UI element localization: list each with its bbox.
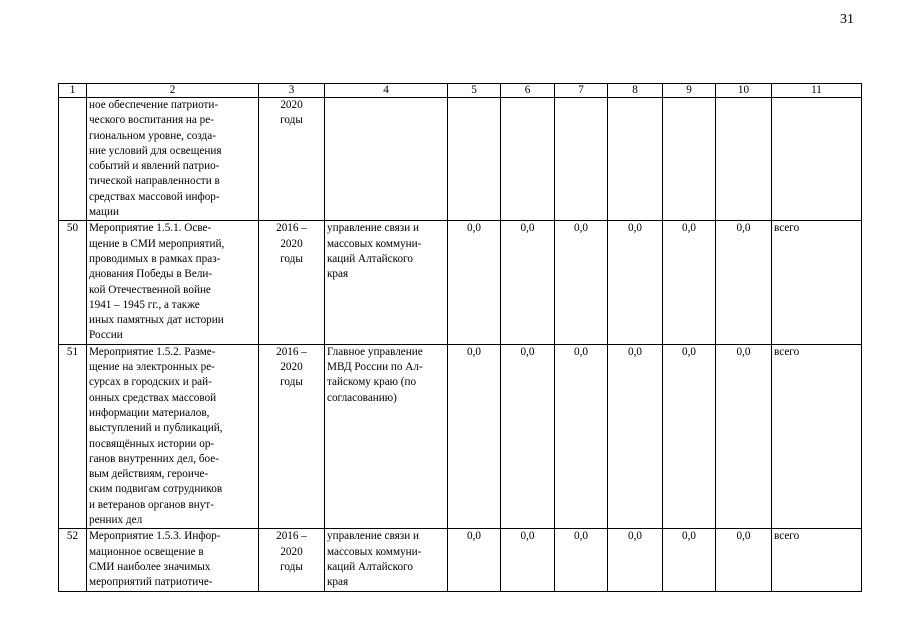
column-header: 10 [716, 84, 772, 98]
value-col-6: 0,0 [501, 529, 555, 591]
column-header: 5 [448, 84, 501, 98]
value-col-8: 0,0 [608, 221, 663, 344]
value-col-7: 0,0 [555, 529, 608, 591]
value-col-5: 0,0 [448, 221, 501, 344]
value-col-10: 0,0 [716, 529, 772, 591]
table-row [59, 344, 862, 529]
funding-source: всего [772, 529, 862, 591]
activity-name: Мероприятие 1.5.1. Осве- щение в СМИ мероприятий, проводимых в рамках праз- днования Победы в Вели- кой Отечественной войне 1941 – 1945 гг., а также иных памятных дат истории России [87, 221, 259, 344]
column-header: 7 [555, 84, 608, 98]
period: 2016 – 2020 годы [259, 221, 325, 344]
value-col-9: 0,0 [663, 344, 716, 529]
column-header: 4 [325, 84, 448, 98]
period: 2020 годы [259, 98, 325, 221]
row-number: 51 [59, 344, 87, 529]
row-number [59, 98, 87, 221]
header-row [59, 84, 862, 98]
value-col-10: 0,0 [716, 344, 772, 529]
value-col-9: 0,0 [663, 529, 716, 591]
value-col-8 [608, 98, 663, 221]
column-header: 8 [608, 84, 663, 98]
executor: управление связи и массовых коммуни- каций Алтайского края [325, 221, 448, 344]
value-col-6 [501, 98, 555, 221]
table-row [59, 529, 862, 591]
column-header: 6 [501, 84, 555, 98]
value-col-5: 0,0 [448, 344, 501, 529]
funding-source: всего [772, 344, 862, 529]
activity-name: Мероприятие 1.5.2. Разме- щение на электронных ре- сурсах в городских и рай- онных средствах массовой информации материалов, выступлений и публикаций, посвящённых истории ор- ганов внутренних дел, бое- вым действиям, героиче- ским подвигам сотрудников и ветеранов органов внут- ренних дел [87, 344, 259, 529]
column-header: 11 [772, 84, 862, 98]
page-number: 31 [840, 12, 854, 27]
funding-source: всего [772, 221, 862, 344]
row-number: 52 [59, 529, 87, 591]
value-col-10 [716, 98, 772, 221]
column-header: 2 [87, 84, 259, 98]
value-col-9 [663, 98, 716, 221]
value-col-5: 0,0 [448, 529, 501, 591]
value-col-8: 0,0 [608, 529, 663, 591]
funding-source [772, 98, 862, 221]
row-number: 50 [59, 221, 87, 344]
period: 2016 – 2020 годы [259, 344, 325, 529]
value-col-8: 0,0 [608, 344, 663, 529]
column-header: 1 [59, 84, 87, 98]
executor: Главное управление МВД России по Ал- тайскому краю (по согласованию) [325, 344, 448, 529]
activity-name: ное обеспечение патриоти- ческого воспитания на ре- гиональном уровне, созда- ние условий для освещения событий и явлений патрио- тической направленности в средствах массовой инфор- мации [87, 98, 259, 221]
value-col-7: 0,0 [555, 344, 608, 529]
executor: управление связи и массовых коммуни- каций Алтайского края [325, 529, 448, 591]
table-row [59, 98, 862, 221]
column-header: 9 [663, 84, 716, 98]
value-col-10: 0,0 [716, 221, 772, 344]
value-col-7: 0,0 [555, 221, 608, 344]
executor [325, 98, 448, 221]
period: 2016 – 2020 годы [259, 529, 325, 591]
value-col-9: 0,0 [663, 221, 716, 344]
value-col-7 [555, 98, 608, 221]
column-header: 3 [259, 84, 325, 98]
value-col-6: 0,0 [501, 221, 555, 344]
value-col-6: 0,0 [501, 344, 555, 529]
table-row [59, 221, 862, 344]
activity-name: Мероприятие 1.5.3. Инфор- мационное освещение в СМИ наиболее значимых мероприятий патриотиче- [87, 529, 259, 591]
program-activities-table [58, 83, 862, 592]
value-col-5 [448, 98, 501, 221]
